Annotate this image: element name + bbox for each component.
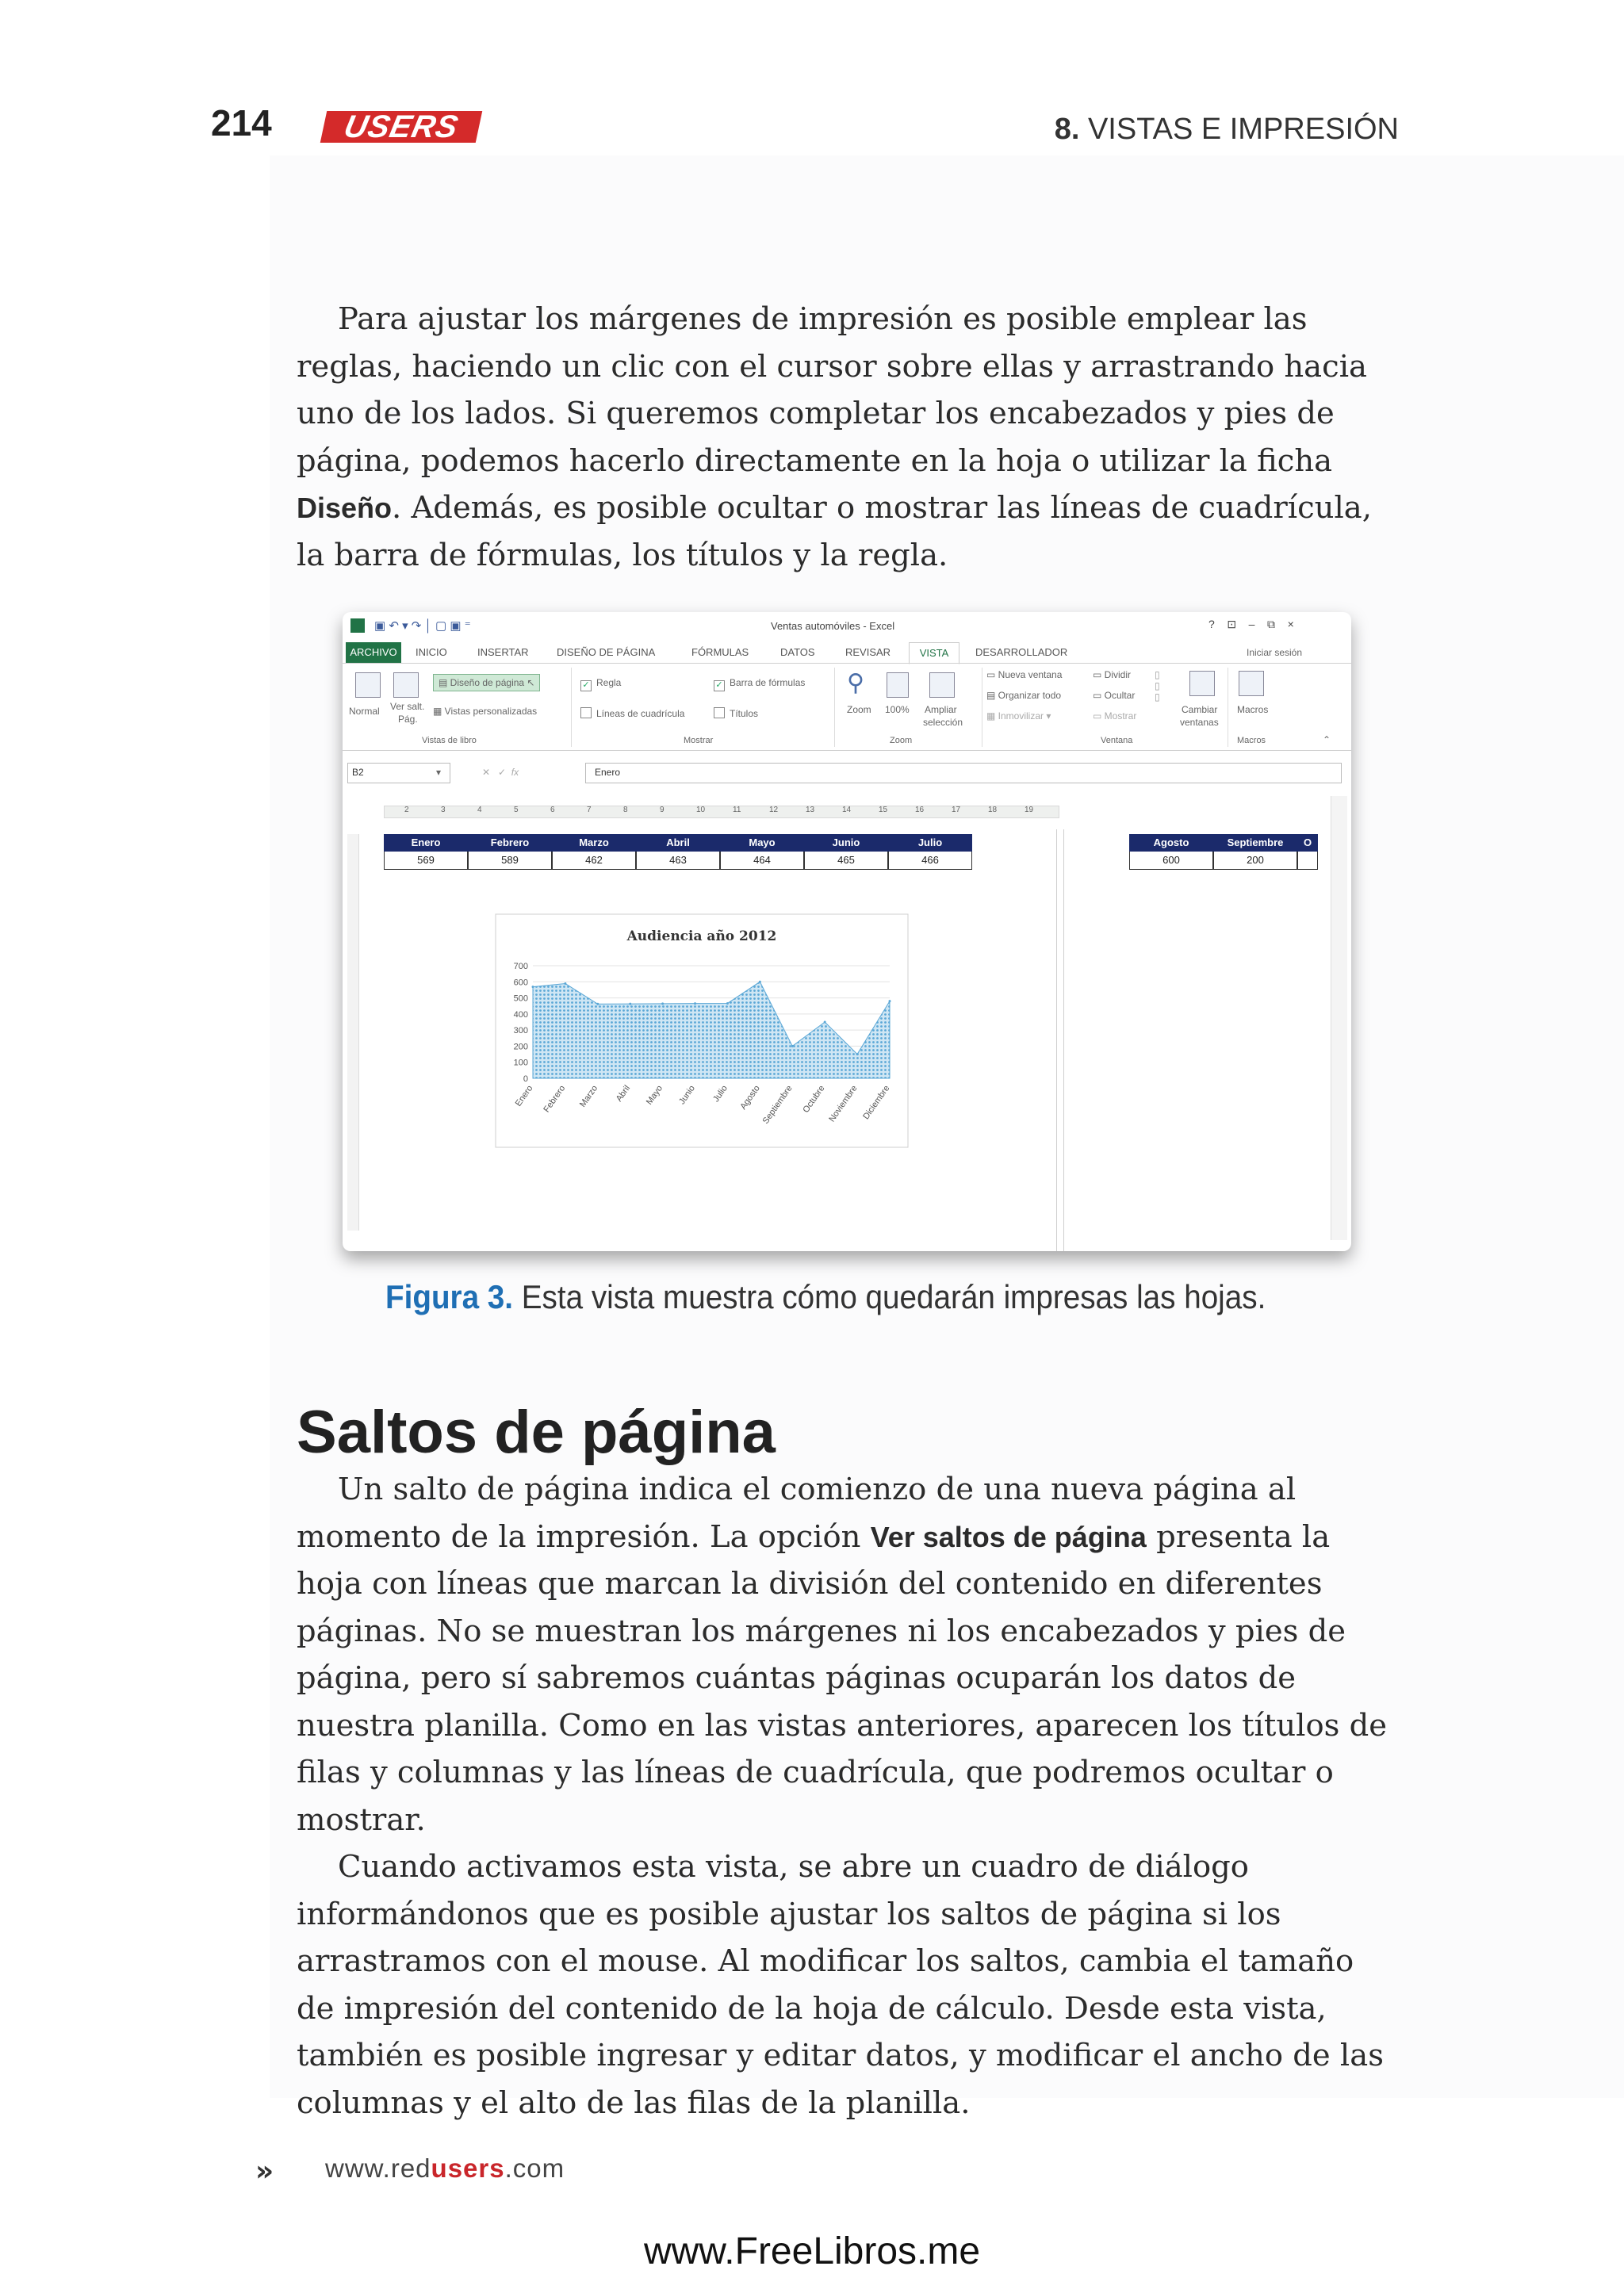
page-gap (1056, 829, 1064, 1251)
p1-text-a: Un salto de página indica el comienzo de una nueva página al momento de la impresión. La opción (297, 1472, 1297, 1555)
ruler-number: 19 (1025, 806, 1034, 814)
x-tick-label: Enero (513, 1083, 535, 1108)
ribbon-display-icon[interactable]: ⊡ (1227, 618, 1237, 630)
table-header-cell[interactable]: Enero (384, 834, 469, 852)
footer-arrow-icon: » (255, 2155, 274, 2188)
inmovilizar-button[interactable]: ▦ Inmovilizar ▾ (986, 710, 1051, 722)
dividir-button[interactable]: ▭ Dividir (1093, 669, 1132, 680)
ruler-number: 8 (623, 806, 628, 814)
ribbon-divider (571, 668, 572, 747)
vertical-ruler[interactable] (347, 834, 359, 1231)
x-tick-label: Abril (614, 1083, 633, 1104)
x-tick-label: Marzo (577, 1083, 600, 1109)
regla-checkbox[interactable]: ✓ Regla (580, 677, 621, 691)
y-tick-label: 200 (513, 1042, 528, 1052)
table-header-cell[interactable]: Marzo (552, 834, 637, 852)
zoom-100-icon[interactable] (887, 672, 909, 698)
footer-url-pre: www.red (325, 2153, 431, 2183)
fx-icon[interactable]: fx (511, 767, 519, 778)
section-paragraph-2: Cuando activamos esta vista, se abre un cuadro de diálogo informándonos que es posible ajustar los saltos de página si los arrastramos con el mouse. Al modificar los saltos, cambia el tamaño de impresión del contenido de la hoja de cálculo. Desde esta vista, también es posible ingresar y editar datos, y modificar el ancho de las columnas y el alto de las filas de la planilla. (297, 1849, 1384, 2121)
tab-inicio[interactable]: INICIO (416, 646, 447, 658)
ruler-number: 7 (587, 806, 592, 814)
p1-bold: Ver saltos de página (870, 1520, 1147, 1553)
intro-paragraph (297, 296, 1399, 579)
macros-label[interactable]: Macros (1237, 704, 1269, 715)
name-box-value: B2 (352, 767, 364, 778)
table-header-cell[interactable]: Julio (888, 834, 973, 852)
ruler-number: 15 (879, 806, 888, 814)
x-tick-label: Agosto (738, 1083, 762, 1112)
ruler-number: 16 (915, 806, 925, 814)
zoom-group-label: Zoom (890, 736, 913, 745)
organizar-todo-button[interactable]: ▤ Organizar todo (986, 690, 1062, 701)
ruler-number: 2 (404, 806, 409, 814)
data-point (596, 1003, 599, 1005)
chapter-name: VISTAS E IMPRESIÓN (1087, 113, 1399, 146)
table-value-cell[interactable]: 466 (888, 852, 972, 870)
data-point (564, 982, 566, 985)
ruler-number: 4 (477, 806, 482, 814)
normal-view-icon[interactable] (355, 672, 381, 698)
ampliar-label[interactable]: Ampliar (925, 704, 957, 715)
ruler-number: 11 (733, 806, 741, 814)
tab-formulas[interactable]: FÓRMULAS (691, 646, 749, 658)
x-tick-label: Julio (711, 1083, 730, 1104)
table-header-cell[interactable]: Abril (636, 834, 721, 852)
x-tick-label: Noviembre (827, 1083, 860, 1124)
table-header-cell[interactable]: Mayo (720, 834, 805, 852)
p1-text-b: presenta la hoja con líneas que marcan la división del contenido en diferentes páginas. No se muestran los márgenes ni los encabezados y pies de página, pero sí sabremos cuántas páginas ocuparán los datos de nuestra planilla. Como en las vistas anteriores, aparecen los títulos de filas y columnas y las líneas de cuadrícula, que podremos ocultar o mostrar. (297, 1518, 1388, 1838)
ruler-number: 13 (806, 806, 815, 814)
collapse-ribbon-icon[interactable]: ⌃ (1323, 734, 1331, 745)
ventana-group-label: Ventana (1101, 736, 1133, 745)
mostrar-group-label: Mostrar (684, 736, 714, 745)
footer-url-mid: users (431, 2153, 505, 2183)
mostrar-window-button[interactable]: ▭ Mostrar (1093, 710, 1137, 722)
data-point (791, 1045, 794, 1047)
ruler-number: 14 (842, 806, 852, 814)
ruler-number: 6 (550, 806, 555, 814)
barra-formulas-label: Barra de fórmulas (730, 677, 806, 688)
table-header-cell[interactable]: Agosto (1129, 834, 1214, 852)
ocultar-button[interactable]: ▭ Ocultar (1093, 690, 1136, 701)
intro-bold: Diseño (297, 492, 393, 524)
footer-url[interactable] (325, 2153, 565, 2184)
table-header-cell[interactable]: Septiembre (1213, 834, 1298, 852)
tab-insertar[interactable]: INSERTAR (477, 646, 529, 658)
name-box-dropdown-icon[interactable]: ▾ (436, 767, 442, 778)
table-value-cell[interactable]: 462 (552, 852, 636, 870)
minimize-icon[interactable]: – (1248, 618, 1255, 630)
zoom-icon[interactable]: ⚲ (847, 670, 864, 696)
data-point (661, 1002, 664, 1005)
data-point (532, 986, 534, 988)
tab-datos[interactable]: DATOS (780, 646, 815, 658)
excel-icon (350, 618, 365, 633)
y-tick-label: 700 (513, 962, 528, 971)
zoom-label[interactable]: Zoom (847, 704, 871, 715)
y-tick-label: 600 (513, 978, 528, 988)
intro-text-2: . Además, es posible ocultar o mostrar las líneas de cuadrícula, la barra de fórmulas, los títulos y la regla. (297, 490, 1372, 573)
section-body (297, 1466, 1399, 2126)
diseno-pagina-label: Diseño de página (450, 677, 525, 688)
table-value-cell[interactable] (1297, 852, 1318, 870)
chapter-title (1055, 113, 1399, 147)
section-heading: Saltos de página (297, 1399, 776, 1466)
section-paragraph-1 (297, 1466, 1399, 1843)
close-icon[interactable]: × (1287, 618, 1294, 630)
window-title: Ventas automóviles - Excel (771, 620, 895, 632)
cambiar-label[interactable]: Cambiar (1182, 704, 1218, 715)
seleccion-label: selección (923, 717, 963, 728)
page-number: 214 (211, 102, 272, 144)
ocultar-label: Ocultar (1104, 690, 1136, 701)
x-tick-label: Junio (677, 1083, 698, 1107)
caption-label: Figura 3. (385, 1278, 514, 1315)
table-value-cell[interactable]: 463 (636, 852, 720, 870)
table-value-cell[interactable]: 464 (720, 852, 804, 870)
help-icon[interactable]: ? (1208, 618, 1215, 630)
ribbon-bottom-divider (343, 750, 1351, 751)
table-value-cell[interactable]: 600 (1129, 852, 1213, 870)
ribbon-divider (834, 668, 835, 747)
ribbon-top-divider (343, 663, 1351, 664)
table-value-cell[interactable]: 589 (468, 852, 552, 870)
ruler-number: 3 (441, 806, 446, 814)
ventanas-label: ventanas (1180, 717, 1219, 728)
switch-windows-icon[interactable] (1189, 671, 1215, 696)
tab-archivo[interactable]: ARCHIVO (346, 642, 401, 663)
data-point (759, 981, 761, 983)
lineas-cuadricula-checkbox[interactable] (580, 707, 684, 719)
footer-url-post: .com (504, 2153, 565, 2183)
users-logo: USERS (320, 111, 483, 143)
ruler-number: 5 (514, 806, 519, 814)
ruler-number: 18 (988, 806, 998, 814)
vistas-libro-group-label: Vistas de libro (422, 736, 477, 745)
data-point (889, 1000, 891, 1002)
lineas-cuadricula-label: Líneas de cuadrícula (596, 708, 685, 719)
formula-input-value: Enero (595, 767, 621, 778)
y-tick-label: 100 (513, 1058, 528, 1068)
x-tick-label: Mayo (644, 1083, 665, 1107)
data-point (694, 1002, 696, 1005)
dividir-label: Dividir (1104, 669, 1132, 680)
formula-input[interactable] (585, 763, 1342, 783)
y-tick-label: 300 (513, 1026, 528, 1036)
page-break-view-icon[interactable] (393, 672, 419, 698)
data-point (856, 1053, 859, 1055)
tab-desarrollador[interactable]: DESARROLLADOR (975, 646, 1068, 658)
table-value-cell[interactable]: 569 (384, 852, 468, 870)
x-tick-label: Septiembre (760, 1083, 795, 1126)
ruler-number: 10 (696, 806, 706, 814)
mostrar-window-label: Mostrar (1104, 710, 1137, 722)
tab-diseno-pagina[interactable]: DISEÑO DE PÁGINA (557, 646, 656, 658)
titulos-label: Títulos (730, 708, 759, 719)
data-point (726, 1002, 729, 1005)
organizar-todo-label: Organizar todo (998, 690, 1062, 701)
ver-salt-label[interactable]: Ver salt. (390, 701, 425, 712)
nueva-ventana-label: Nueva ventana (998, 669, 1063, 680)
macros-icon[interactable] (1239, 671, 1264, 696)
y-tick-label: 400 (513, 1009, 528, 1020)
excel-screenshot (343, 612, 1351, 1251)
side-by-side-icons[interactable]: ▯ ▯ ▯ (1155, 669, 1160, 702)
barra-formulas-checkbox[interactable]: ✓ Barra de fórmulas (714, 677, 805, 691)
chart-title: Audiencia año 2012 (626, 928, 777, 944)
watermark: www.FreeLibros.me (643, 2230, 981, 2272)
area-chart[interactable] (495, 913, 909, 1148)
figure-caption (385, 1278, 1266, 1316)
page-layout-button[interactable]: ▤ Diseño de página ↖ (433, 674, 540, 691)
titulos-checkbox[interactable] (714, 707, 758, 719)
macros-group-label: Macros (1237, 736, 1266, 745)
tab-vista[interactable]: VISTA (909, 642, 959, 664)
window-controls[interactable] (1208, 618, 1294, 631)
caption-text: Esta vista muestra cómo quedarán impresas las hojas. (513, 1278, 1266, 1315)
ruler-number: 17 (952, 806, 961, 814)
table-value-cell[interactable]: 465 (804, 852, 888, 870)
inmovilizar-label: Inmovilizar (998, 710, 1044, 722)
y-tick-label: 500 (513, 993, 528, 1004)
zoom-selection-icon[interactable] (929, 672, 955, 698)
chapter-number: 8. (1054, 113, 1080, 146)
quick-access-icons[interactable]: ▣ ↶ ▾ ↷ │ ▢ ▣ ⁼ (374, 619, 471, 633)
ruler-number: 12 (769, 806, 779, 814)
ruler-number: 9 (660, 806, 665, 814)
table-header-cell[interactable]: Febrero (468, 834, 553, 852)
table-header-cell[interactable]: Junio (804, 834, 889, 852)
zoom-100-label[interactable]: 100% (885, 704, 910, 715)
restore-icon[interactable]: ⧉ (1267, 618, 1276, 630)
x-tick-label: Diciembre (861, 1083, 892, 1122)
normal-label[interactable]: Normal (349, 706, 380, 717)
table-header-cell[interactable]: O (1297, 834, 1319, 852)
y-tick-label: 0 (523, 1074, 528, 1084)
x-tick-label: Febrero (542, 1083, 568, 1115)
pag-label: Pág. (398, 714, 418, 725)
vertical-scrollbar[interactable] (1331, 796, 1347, 1240)
vistas-personalizadas-label: Vistas personalizadas (444, 706, 538, 717)
sign-in-link[interactable]: Iniciar sesión (1247, 647, 1303, 658)
data-point (824, 1021, 826, 1024)
intro-text-1: Para ajustar los márgenes de impresión es posible emplear las reglas, haciendo un clic con el cursor sobre ellas y arrastrando hacia uno de los lados. Si queremos completar los encabezados y pies de página, podemos hacerlo directamente en la hoja o utilizar la ficha (297, 301, 1367, 479)
formula-bar-buttons[interactable]: ✕ ✓ fx (482, 767, 519, 778)
nueva-ventana-button[interactable]: ▭ Nueva ventana (986, 669, 1063, 680)
custom-views-button[interactable]: ▦ Vistas personalizadas (433, 706, 538, 717)
tab-revisar[interactable]: REVISAR (845, 646, 891, 658)
table-value-cell[interactable]: 200 (1213, 852, 1297, 870)
regla-label: Regla (596, 677, 622, 688)
x-tick-label: Octubre (801, 1083, 827, 1115)
data-point (629, 1003, 631, 1005)
